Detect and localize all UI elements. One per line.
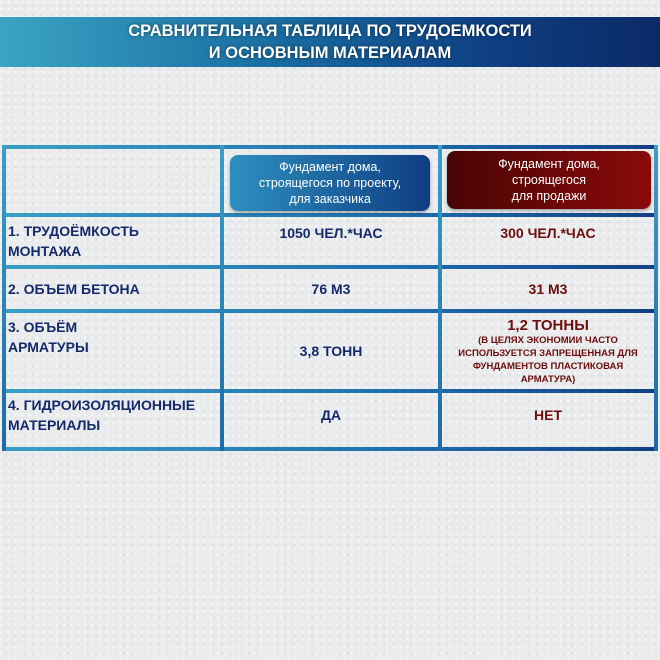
custom-value: ДА <box>320 407 342 423</box>
custom-value: 1050 ЧЕЛ.*ЧАС <box>279 225 383 241</box>
divider <box>2 145 6 451</box>
column-header-for-sale <box>447 151 651 209</box>
title-line-2: И ОСНОВНЫМ МАТЕРИАЛАМ <box>208 44 452 62</box>
divider <box>2 145 658 149</box>
custom-value: 3,8 ТОНН <box>299 343 363 359</box>
sale-value: 31 М3 <box>528 281 568 297</box>
custom-value: 76 М3 <box>311 281 351 297</box>
header-text: для заказчика <box>289 192 371 206</box>
column-header-custom <box>230 155 430 211</box>
sale-cell <box>442 313 654 389</box>
row-label: 2. ОБЪЕМ БЕТОНА <box>8 281 140 297</box>
row-label: 3. ОБЪЁМ АРМАТУРЫ <box>8 319 89 355</box>
sale-value: 1,2 ТОННЫ <box>507 316 589 334</box>
sale-value: 300 ЧЕЛ.*ЧАС <box>500 225 596 241</box>
divider <box>2 447 658 451</box>
sale-note: (В ЦЕЛЯХ ЭКОНОМИИ ЧАСТО ИСПОЛЬЗУЕТСЯ ЗАПРЕЩЕННАЯ ДЛЯ ФУНДАМЕНТОВ ПЛАСТИКОВАЯ АРМАТУРА) <box>458 334 638 385</box>
row-label: 4. ГИДРОИЗОЛЯЦИОННЫЕ МАТЕРИАЛЫ <box>8 397 196 433</box>
sale-value: НЕТ <box>534 407 562 423</box>
comparison-table <box>2 145 658 451</box>
header-text: строящегося <box>511 173 586 187</box>
header-text: Фундамент дома, <box>279 160 381 174</box>
divider <box>654 145 658 451</box>
title-line-1: СРАВНИТЕЛЬНАЯ ТАБЛИЦА ПО ТРУДОЕМКОСТИ <box>128 22 532 40</box>
title-banner <box>0 17 660 67</box>
row-label: 1. ТРУДОЁМКОСТЬ МОНТАЖА <box>8 223 139 259</box>
header-text: строящегося по проекту, <box>258 176 402 190</box>
header-text: для продажи <box>511 189 587 203</box>
header-text: Фундамент дома, <box>498 157 600 171</box>
